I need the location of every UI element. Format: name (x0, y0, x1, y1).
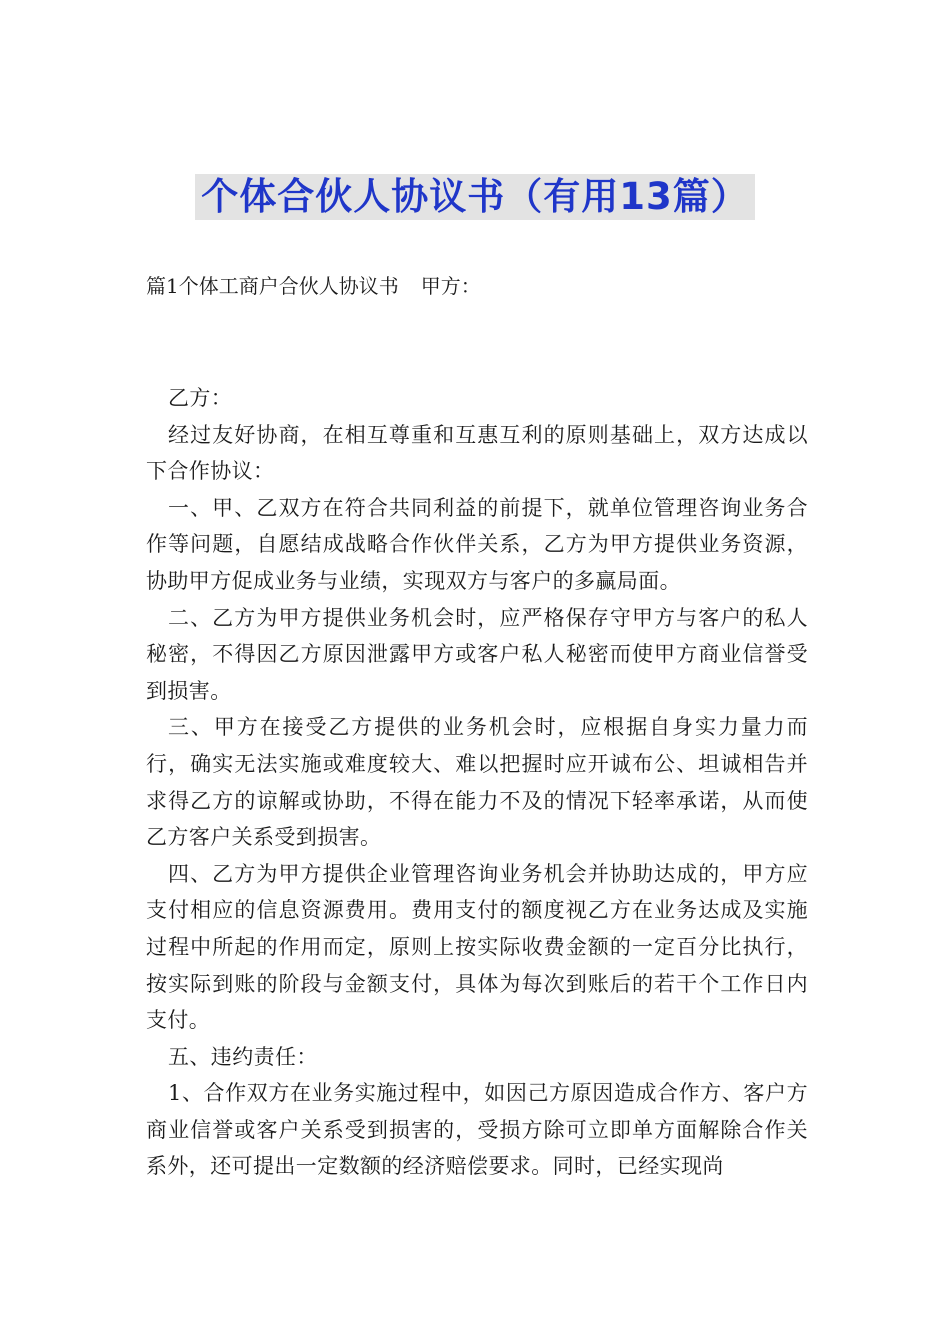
document-body (146, 380, 808, 1185)
paragraph-intro: 经过友好协商，在相互尊重和互惠互利的原则基础上，双方达成以下合作协议： (146, 422, 808, 484)
paragraph-clause-1: 一、甲、乙双方在符合共同利益的前提下，就单位管理咨询业务合作等问题，自愿结成战略合作伙伴关系，乙方为甲方提供业务资源，协助甲方促成业务与业绩，实现双方与客户的多赢局面。 (146, 495, 808, 593)
section-title: 篇1个体工商户合伙人协议书 (146, 274, 399, 298)
paragraph-clause-4: 四、乙方为甲方提供企业管理咨询业务机会并协助达成的，甲方应支付相应的信息资源费用。费用支付的额度视乙方在业务达成及实施过程中所起的作用而定，原则上按实际收费金额的一定百分比执行，按实际到账的阶段与金额支付，具体为每次到账后的若干个工作日内支付。 (146, 861, 808, 1033)
paragraph-clause-5-heading: 五、违约责任： (168, 1044, 318, 1069)
title-container (0, 174, 950, 220)
paragraph-clause-5-1: 1、合作双方在业务实施过程中，如因己方原因造成合作方、客户方商业信誉或客户关系受到损害的，受损方除可立即单方面解除合作关系外，还可提出一定数额的经济赔偿要求。同时，已经实现尚 (146, 1081, 808, 1179)
paragraph-clause-3: 三、甲方在接受乙方提供的业务机会时，应根据自身实力量力而行，确实无法实施或难度较大、难以把握时应开诚布公、坦诚相告并求得乙方的谅解或协助，不得在能力不及的情况下轻率承诺，从而使乙方客户关系受到损害。 (146, 715, 808, 850)
document-title: 个体合伙人协议书（有用13篇） (195, 174, 755, 220)
paragraph-party-b: 乙方： (168, 386, 233, 410)
party-a-label: 甲方： (420, 274, 481, 298)
paragraph-clause-2: 二、乙方为甲方提供业务机会时，应严格保存守甲方与客户的私人秘密，不得因乙方原因泄露甲方或客户私人秘密而使甲方商业信誉受到损害。 (146, 605, 808, 703)
section-heading (146, 272, 481, 300)
